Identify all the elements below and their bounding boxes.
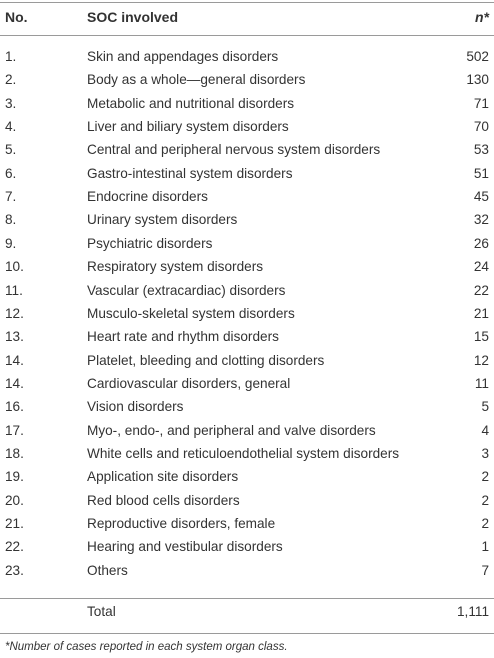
total-value: 1,111 (457, 604, 489, 619)
total-rule (0, 598, 494, 599)
table-row (0, 513, 494, 536)
table-row (0, 233, 494, 256)
row-number: 14. (5, 375, 24, 391)
row-number: 8. (5, 212, 17, 228)
row-number: 18. (5, 445, 24, 461)
table-row (0, 396, 494, 419)
table-row (0, 163, 494, 186)
row-count: 11 (474, 375, 489, 391)
row-soc: Reproductive disorders, female (87, 516, 276, 531)
row-count: 24 (473, 259, 489, 275)
row-soc: Vision disorders (87, 399, 184, 415)
row-count: 21 (473, 305, 489, 321)
row-count: 7 (481, 562, 489, 578)
table-row (0, 350, 494, 373)
table-row (0, 116, 494, 139)
row-soc: Skin and appendages disorders (87, 49, 279, 64)
row-number: 23. (5, 562, 24, 578)
row-count: 2 (481, 492, 489, 508)
row-number: 6. (5, 165, 17, 181)
row-number: 20. (5, 492, 24, 508)
table-bottom-rule (0, 633, 494, 634)
footnote: *Number of cases reported in each system organ class. (5, 641, 288, 653)
row-soc: Cardiovascular disorders, general (87, 375, 291, 391)
row-number: 19. (5, 469, 24, 485)
row-soc: Hearing and vestibular disorders (87, 539, 283, 555)
row-count: 130 (466, 72, 489, 88)
row-count: 71 (473, 95, 489, 111)
table-row (0, 139, 494, 162)
row-count: 2 (481, 516, 489, 531)
table-row (0, 560, 494, 583)
table-row (0, 46, 494, 69)
row-soc: Platelet, bleeding and clotting disorders (87, 352, 325, 368)
row-number: 4. (5, 119, 17, 135)
row-count: 45 (473, 189, 489, 205)
row-soc: Psychiatric disorders (87, 235, 213, 251)
row-count: 53 (473, 142, 489, 158)
table-row (0, 186, 494, 209)
row-number: 12. (5, 305, 24, 321)
row-number: 10. (5, 259, 24, 275)
row-count: 32 (473, 212, 489, 228)
row-number: 17. (5, 422, 24, 438)
row-count: 1 (481, 539, 489, 555)
row-number: 14. (5, 352, 24, 368)
row-soc: Urinary system disorders (87, 212, 238, 228)
row-number: 16. (5, 399, 24, 415)
row-soc: Body as a whole—general disorders (87, 72, 306, 88)
header-rule (0, 35, 494, 36)
table-row (0, 280, 494, 303)
row-count: 26 (473, 235, 489, 251)
row-number: 11. (5, 282, 23, 298)
table-top-rule (0, 2, 494, 3)
table-row (0, 93, 494, 116)
table-row (0, 420, 494, 443)
row-soc: Myo-, endo-, and peripheral and valve disorders (87, 422, 376, 438)
row-soc: Application site disorders (87, 469, 239, 485)
row-number: 21. (5, 516, 24, 531)
row-count: 12 (473, 352, 489, 368)
table-row (0, 303, 494, 326)
row-soc: Liver and biliary system disorders (87, 119, 289, 135)
row-soc: Gastro-intestinal system disorders (87, 165, 293, 181)
row-number: 2. (5, 72, 17, 88)
row-soc: Central and peripheral nervous system disorders (87, 142, 381, 158)
header-soc: SOC involved (87, 9, 179, 25)
table-row (0, 490, 494, 513)
row-soc: Endocrine disorders (87, 189, 208, 205)
table-row (0, 69, 494, 92)
row-number: 13. (5, 329, 24, 345)
table-row (0, 536, 494, 559)
row-number: 5. (5, 142, 17, 158)
row-count: 2 (481, 469, 489, 485)
row-number: 9. (5, 235, 17, 251)
row-soc: Respiratory system disorders (87, 259, 264, 275)
table-row (0, 209, 494, 232)
header-n: n* (475, 9, 489, 25)
row-number: 7. (5, 189, 17, 205)
row-soc: Others (87, 562, 128, 578)
total-label: Total (87, 604, 116, 619)
table-row (0, 326, 494, 349)
table-row (0, 443, 494, 466)
row-soc: Metabolic and nutritional disorders (87, 95, 295, 111)
table-row (0, 373, 494, 396)
row-count: 51 (473, 165, 489, 181)
row-count: 22 (473, 282, 489, 298)
header-no: No. (5, 9, 28, 25)
row-soc: Heart rate and rhythm disorders (87, 329, 279, 345)
row-soc: Musculo-skeletal system disorders (87, 305, 295, 321)
row-soc: Vascular (extracardiac) disorders (87, 282, 286, 298)
row-number: 1. (5, 49, 17, 64)
row-count: 5 (481, 399, 489, 415)
row-number: 22. (5, 539, 24, 555)
row-count: 502 (466, 49, 489, 64)
row-count: 70 (473, 119, 489, 135)
table-row (0, 256, 494, 279)
row-count: 4 (481, 422, 489, 438)
row-soc: Red blood cells disorders (87, 492, 240, 508)
row-count: 15 (473, 329, 489, 345)
row-count: 3 (481, 445, 489, 461)
row-number: 3. (5, 95, 17, 111)
table-row (0, 466, 494, 489)
row-soc: White cells and reticuloendothelial system disorders (87, 445, 400, 461)
